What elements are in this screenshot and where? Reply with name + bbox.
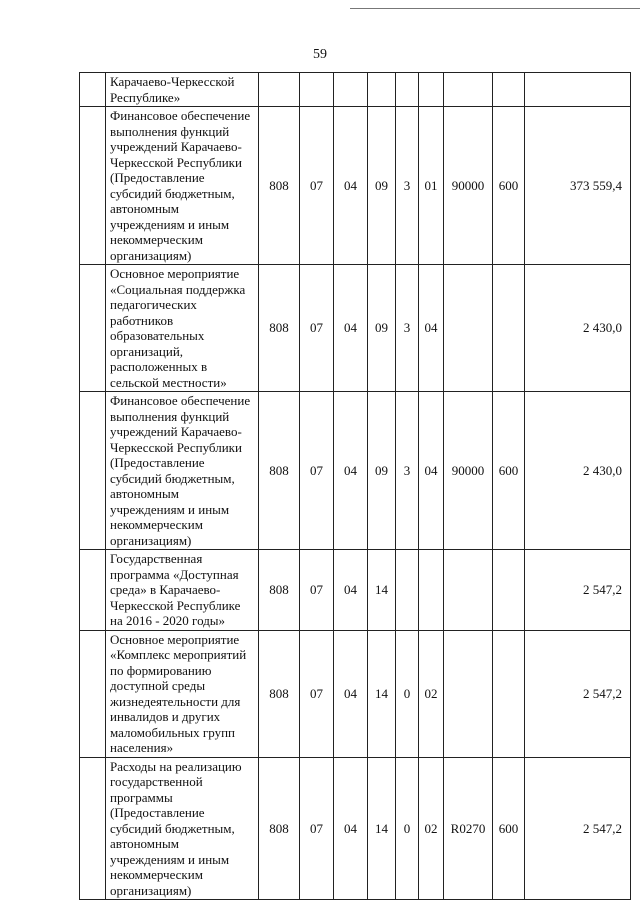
code-cell-c3	[300, 73, 334, 107]
code-cell-c4: 04	[334, 107, 368, 265]
code-cell-c9	[493, 73, 525, 107]
amount-cell: 2 430,0	[525, 265, 631, 392]
page-number: 59	[313, 47, 327, 62]
code-cell-c9	[493, 630, 525, 757]
code-cell-c6	[396, 73, 419, 107]
code-cell-c8	[444, 265, 493, 392]
amount-cell: 2 547,2	[525, 630, 631, 757]
code-cell-c5: 09	[368, 392, 396, 550]
row-marker-cell	[80, 757, 106, 900]
table-row	[80, 73, 631, 107]
code-cell-c5: 09	[368, 265, 396, 392]
code-cell-c9: 600	[493, 107, 525, 265]
code-cell-c8	[444, 630, 493, 757]
code-cell-c8	[444, 73, 493, 107]
code-cell-c3: 07	[300, 630, 334, 757]
code-cell-c5: 14	[368, 757, 396, 900]
code-cell-c7: 04	[419, 392, 444, 550]
code-cell-c3: 07	[300, 265, 334, 392]
code-cell-c6: 3	[396, 265, 419, 392]
amount-cell: 373 559,4	[525, 107, 631, 265]
code-cell-c9	[493, 550, 525, 631]
code-cell-c7	[419, 550, 444, 631]
code-cell-c9	[493, 265, 525, 392]
table-row	[80, 630, 631, 757]
item-name-cell: Основное мероприятие «Социальная поддержка педагогических работников образовательных организаций, расположенных в сельской местности»	[106, 265, 259, 392]
code-cell-c6: 3	[396, 392, 419, 550]
item-name-cell: Государственная программа «Доступная среда» в Карачаево-Черкесской Республике на 2016 - 2020 годы»	[106, 550, 259, 631]
code-cell-c4: 04	[334, 757, 368, 900]
code-cell-c9: 600	[493, 757, 525, 900]
code-cell-c7	[419, 73, 444, 107]
code-cell-c5: 14	[368, 630, 396, 757]
code-cell-c4	[334, 73, 368, 107]
code-cell-c4: 04	[334, 630, 368, 757]
code-cell-c7: 01	[419, 107, 444, 265]
code-cell-c2: 808	[259, 630, 300, 757]
amount-cell: 2 430,0	[525, 392, 631, 550]
row-marker-cell	[80, 73, 106, 107]
code-cell-c7: 02	[419, 757, 444, 900]
item-name-cell: Расходы на реализацию государственной программы (Предоставление субсидий бюджетным, автономным учреждениям и иным некоммерческим организациям)	[106, 757, 259, 900]
amount-cell	[525, 73, 631, 107]
row-marker-cell	[80, 392, 106, 550]
top-rule	[350, 8, 640, 9]
table-row	[80, 265, 631, 392]
budget-table	[79, 72, 631, 900]
code-cell-c8: 90000	[444, 107, 493, 265]
code-cell-c6: 0	[396, 757, 419, 900]
row-marker-cell	[80, 107, 106, 265]
code-cell-c8: R0270	[444, 757, 493, 900]
row-marker-cell	[80, 550, 106, 631]
row-marker-cell	[80, 630, 106, 757]
table-row	[80, 550, 631, 631]
code-cell-c3: 07	[300, 550, 334, 631]
code-cell-c7: 04	[419, 265, 444, 392]
code-cell-c8: 90000	[444, 392, 493, 550]
code-cell-c7: 02	[419, 630, 444, 757]
code-cell-c2: 808	[259, 757, 300, 900]
budget-table-body	[80, 73, 631, 900]
code-cell-c4: 04	[334, 265, 368, 392]
code-cell-c2: 808	[259, 265, 300, 392]
code-cell-c4: 04	[334, 550, 368, 631]
amount-cell: 2 547,2	[525, 550, 631, 631]
code-cell-c5	[368, 73, 396, 107]
table-row	[80, 392, 631, 550]
table-row	[80, 107, 631, 265]
table-row	[80, 757, 631, 900]
code-cell-c2	[259, 73, 300, 107]
code-cell-c5: 09	[368, 107, 396, 265]
amount-cell: 2 547,2	[525, 757, 631, 900]
code-cell-c8	[444, 550, 493, 631]
code-cell-c6: 3	[396, 107, 419, 265]
item-name-cell: Финансовое обеспечение выполнения функций учреждений Карачаево-Черкесской Республики (Предоставление субсидий бюджетным, автономным учреждениям и иным некоммерческим организациям)	[106, 107, 259, 265]
item-name-cell: Карачаево-Черкесской Республике»	[106, 73, 259, 107]
code-cell-c3: 07	[300, 392, 334, 550]
code-cell-c2: 808	[259, 392, 300, 550]
code-cell-c3: 07	[300, 107, 334, 265]
code-cell-c2: 808	[259, 550, 300, 631]
item-name-cell: Основное мероприятие «Комплекс мероприятий по формированию доступной среды жизнедеятельности для инвалидов и других маломобильных групп населения»	[106, 630, 259, 757]
code-cell-c3: 07	[300, 757, 334, 900]
item-name-cell: Финансовое обеспечение выполнения функций учреждений Карачаево-Черкесской Республики (Предоставление субсидий бюджетным, автономным учреждениям и иным некоммерческим организациям)	[106, 392, 259, 550]
code-cell-c6	[396, 550, 419, 631]
code-cell-c4: 04	[334, 392, 368, 550]
code-cell-c9: 600	[493, 392, 525, 550]
code-cell-c2: 808	[259, 107, 300, 265]
row-marker-cell	[80, 265, 106, 392]
code-cell-c6: 0	[396, 630, 419, 757]
code-cell-c5: 14	[368, 550, 396, 631]
